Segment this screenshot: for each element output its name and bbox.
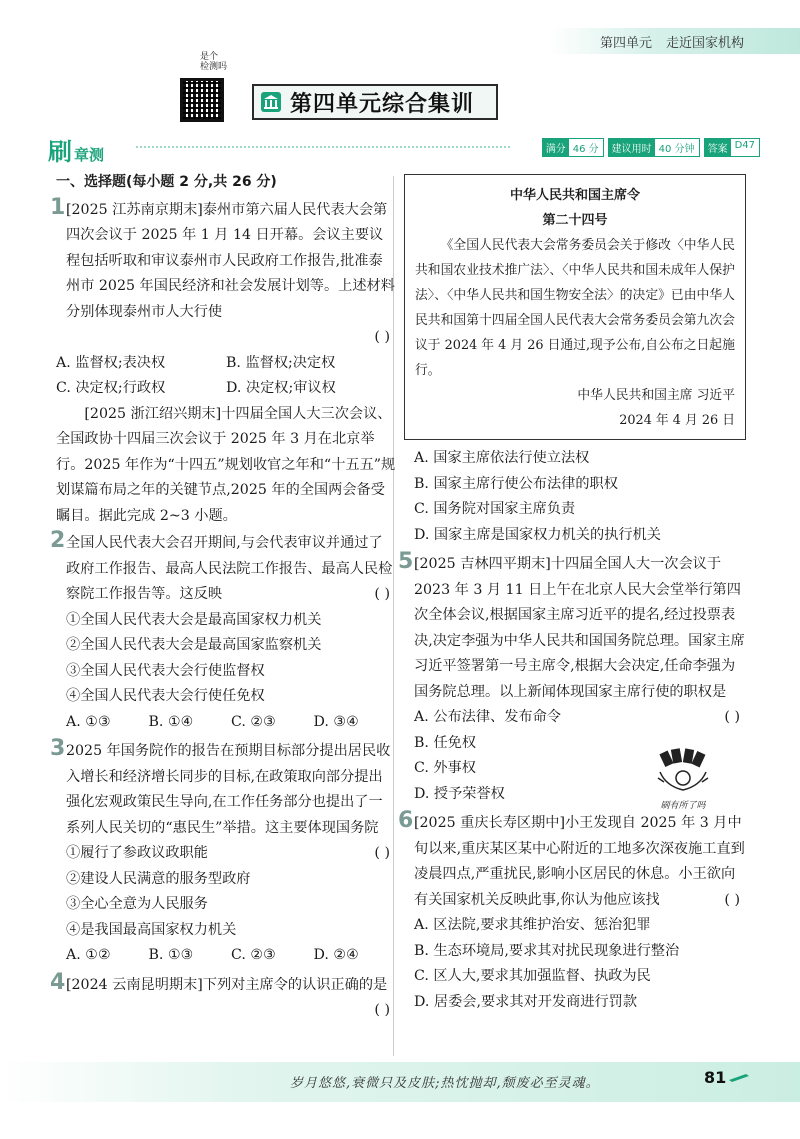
- tag-key: 答案: [705, 139, 731, 156]
- mascot-stamp: [654, 748, 712, 810]
- option-a[interactable]: A. 国家主席依法行使立法权: [414, 450, 590, 466]
- answer-blank[interactable]: ( ): [374, 329, 390, 345]
- question-3: [50, 736, 396, 969]
- info-tags: [542, 138, 760, 157]
- question-stem: [56, 973, 396, 1018]
- question-stem: [56, 531, 396, 608]
- tag-key: 建议用时: [609, 139, 655, 156]
- decree-number: 第二十四号: [542, 213, 608, 228]
- options-row: [66, 710, 396, 736]
- option-b[interactable]: B. 国家主席行使公布法律的职权: [414, 475, 618, 492]
- statement-item: ④是我国最高国家权力机关: [66, 921, 237, 938]
- question-4: [50, 969, 396, 1018]
- tag-answer[interactable]: [704, 138, 760, 157]
- pencil-icon: [728, 1072, 750, 1082]
- option-b[interactable]: B. ①④: [148, 713, 194, 730]
- option-a[interactable]: A. ①②: [66, 947, 111, 963]
- statement-item: ②建设人民满意的服务型政府: [66, 870, 251, 887]
- brand-sub: 章测: [74, 146, 105, 164]
- question-text: [2025 江苏南京期末]泰州市第六届人民代表大会第四次会议于 2025 年 1 月 14 日开幕。会议主要议程包括听取和审议泰州市人民政府工作报告,批准泰州市 2025 年国民经济和社会发展计划等。上述材料分别体现泰州市人大行使: [66, 201, 395, 320]
- qr-block[interactable]: [178, 52, 230, 124]
- question-number: 1: [50, 194, 66, 220]
- q4-options: [404, 446, 746, 548]
- option-c[interactable]: C. ②③: [231, 947, 276, 963]
- option-a[interactable]: A. 监督权;表决权: [56, 354, 166, 371]
- option-b[interactable]: B. 任免权: [414, 734, 477, 751]
- unit-title: 走近国家机构: [665, 35, 744, 51]
- question-2: [50, 528, 396, 735]
- answer-blank[interactable]: ( ): [374, 1002, 390, 1018]
- question-text: 2025 年国务院作的报告在预期目标部分提出居民收入增长和经济增长同步的目标,在政策取向部分提出强化宏观政策民生导向,在工作任务部分也提出了一系列人民关切的“惠民生”举措。这主要体现国务院: [66, 743, 391, 836]
- brand-logo: [48, 132, 104, 167]
- tag-key: 满分: [543, 139, 569, 156]
- option-a[interactable]: A. ①③: [66, 713, 111, 730]
- decree-body: 《全国人民代表大会常务委员会关于修改〈中华人民共和国农业技术推广法〉、〈中华人民共和国未成年人保护法〉、〈中华人民共和国生物安全法〉的决定》已由中华人民共和国第十四届全国人民代表大会常务委员会第九次会议于 2024 年 4 月 26 日通过,现予公布,自公布之日起施行。: [415, 238, 735, 378]
- footer-motto: 岁月悠悠,衰微只及皮肤;热忱抛却,颓废必至灵魂。: [290, 1076, 600, 1091]
- question-text: 全国人民代表大会召开期间,与会代表审议并通过了政府工作报告、最高人民法院工作报告、最高人民检察院工作报告等。这反映: [66, 535, 393, 602]
- left-column: [50, 170, 396, 1024]
- question-number: 3: [50, 736, 66, 761]
- option-d[interactable]: D. ②④: [313, 947, 359, 963]
- qr-caption: 是个 检测吗: [200, 52, 228, 72]
- decree-signer: 中华人民共和国主席 习近平: [577, 388, 735, 403]
- statement-item: ④全国人民代表大会行使任免权: [66, 688, 265, 704]
- statement-item: ②全国人民代表大会是最高国家监察机关: [66, 637, 322, 653]
- right-column: [398, 170, 746, 1015]
- question-text: [2025 吉林四平期末]十四届全国人大一次会议于 2023 年 3 月 11 日上午在北京人民大会堂举行第四次全体会议,根据国家主席习近平的提名,经过投票表决,决定李强为中华人民共和国国务院总理。国家主席习近平签署第一号主席令,根据大会决定,任命李强为国务院总理。以上新闻体现国家主席行使的职权是: [414, 556, 745, 700]
- statement-item: ③全国人民代表大会行使监督权: [66, 662, 265, 679]
- question-6: [398, 808, 746, 1015]
- option-c[interactable]: C. 外事权: [414, 760, 476, 776]
- stamp-caption: 刷有所了吗: [660, 801, 706, 811]
- unit-number: 第四单元: [599, 35, 652, 51]
- option-d[interactable]: D. 决定权;审议权: [226, 380, 336, 396]
- page-number: 81: [704, 1068, 727, 1087]
- brand-row: [48, 132, 760, 166]
- cards-icon: [654, 748, 712, 796]
- question-number: 5: [398, 549, 414, 574]
- option-c[interactable]: C. ②③: [231, 713, 276, 730]
- answer-blank[interactable]: ( ): [724, 709, 740, 725]
- tag-score: [542, 138, 604, 157]
- statement-item: ①全国人民代表大会是最高国家权力机关: [66, 611, 322, 628]
- tag-value: D47: [731, 139, 759, 156]
- decree-title: 中华人民共和国主席令: [509, 188, 640, 203]
- question-stem: [404, 811, 746, 913]
- building-icon: [260, 91, 282, 113]
- option-a[interactable]: A. 区法院,要求其维护治安、惩治犯罪: [414, 917, 651, 933]
- question-number: 2: [50, 528, 66, 553]
- answer-blank[interactable]: ( ): [374, 845, 390, 861]
- option-c[interactable]: C. 决定权;行政权: [56, 380, 166, 396]
- decree-box: [404, 174, 746, 440]
- option-d[interactable]: D. ③④: [313, 713, 359, 730]
- options-list: [404, 913, 746, 1015]
- question-text: [2024 云南昆明期末]下列对主席令的认识正确的是: [66, 976, 388, 993]
- option-d[interactable]: D. 国家主席是国家权力机关的执行机关: [414, 526, 661, 543]
- option-b[interactable]: B. 生态环境局,要求其对扰民现象进行整治: [414, 942, 680, 959]
- answer-blank[interactable]: ( ): [724, 891, 740, 908]
- brand-main: 刷: [48, 138, 72, 166]
- answer-blank[interactable]: ( ): [374, 586, 390, 602]
- question-text: [2025 重庆长寿区期中]小王发现自 2025 年 3 月中旬以来,重庆某区某中心附近的工地多次深夜施工直到凌晨四点,严重扰民,影响小区居民的休息。小王欲向有关国家机关反映此事,你认为他应该找: [414, 815, 745, 908]
- tag-value: 40 分钟: [655, 139, 699, 156]
- option-b[interactable]: B. ①③: [148, 947, 194, 963]
- section-title: 一、选择题(每小题 2 分,共 26 分): [56, 174, 277, 190]
- question-number: 6: [398, 808, 414, 833]
- options-row: [56, 376, 396, 402]
- option-c[interactable]: C. 国务院对国家主席负责: [414, 501, 576, 517]
- statement-item: ①履行了参政议政职能: [66, 845, 208, 861]
- page-title-box: [252, 84, 498, 120]
- page-title: 第四单元综合集训: [290, 91, 475, 117]
- option-d[interactable]: D. 授予荣誉权: [414, 785, 505, 802]
- tag-value: 46 分: [569, 139, 603, 156]
- statement-list: [56, 841, 396, 969]
- shared-material: [2025 浙江绍兴期末]十四届全国人大三次会议、全国政协十四届三次会议于 2025 年 3 月在北京举行。2025 年作为“十四五”规划收官之年和“十五五”规划谋篇布局之年的关键节点,2025 年的全国两会备受瞩目。据此完成 2~3 小题。: [56, 405, 396, 524]
- unit-header: [550, 28, 800, 54]
- tag-time: [608, 138, 700, 157]
- question-stem: [56, 198, 396, 326]
- options-row: [66, 943, 396, 969]
- option-a[interactable]: A. 公布法律、发布命令: [414, 709, 561, 725]
- brand-divider: [136, 146, 510, 148]
- option-d[interactable]: D. 居委会,要求其对开发商进行罚款: [414, 993, 638, 1010]
- statement-item: ③全心全意为人民服务: [66, 896, 208, 912]
- qr-code-icon[interactable]: [180, 78, 224, 122]
- question-number: 4: [50, 969, 66, 995]
- option-c[interactable]: C. 区人大,要求其加强监督、执政为民: [414, 968, 651, 984]
- options-row: [56, 351, 396, 377]
- option-b[interactable]: B. 监督权;决定权: [226, 354, 336, 371]
- question-1: [50, 194, 396, 402]
- statement-list: [56, 608, 396, 736]
- decree-date: 2024 年 4 月 26 日: [619, 413, 735, 428]
